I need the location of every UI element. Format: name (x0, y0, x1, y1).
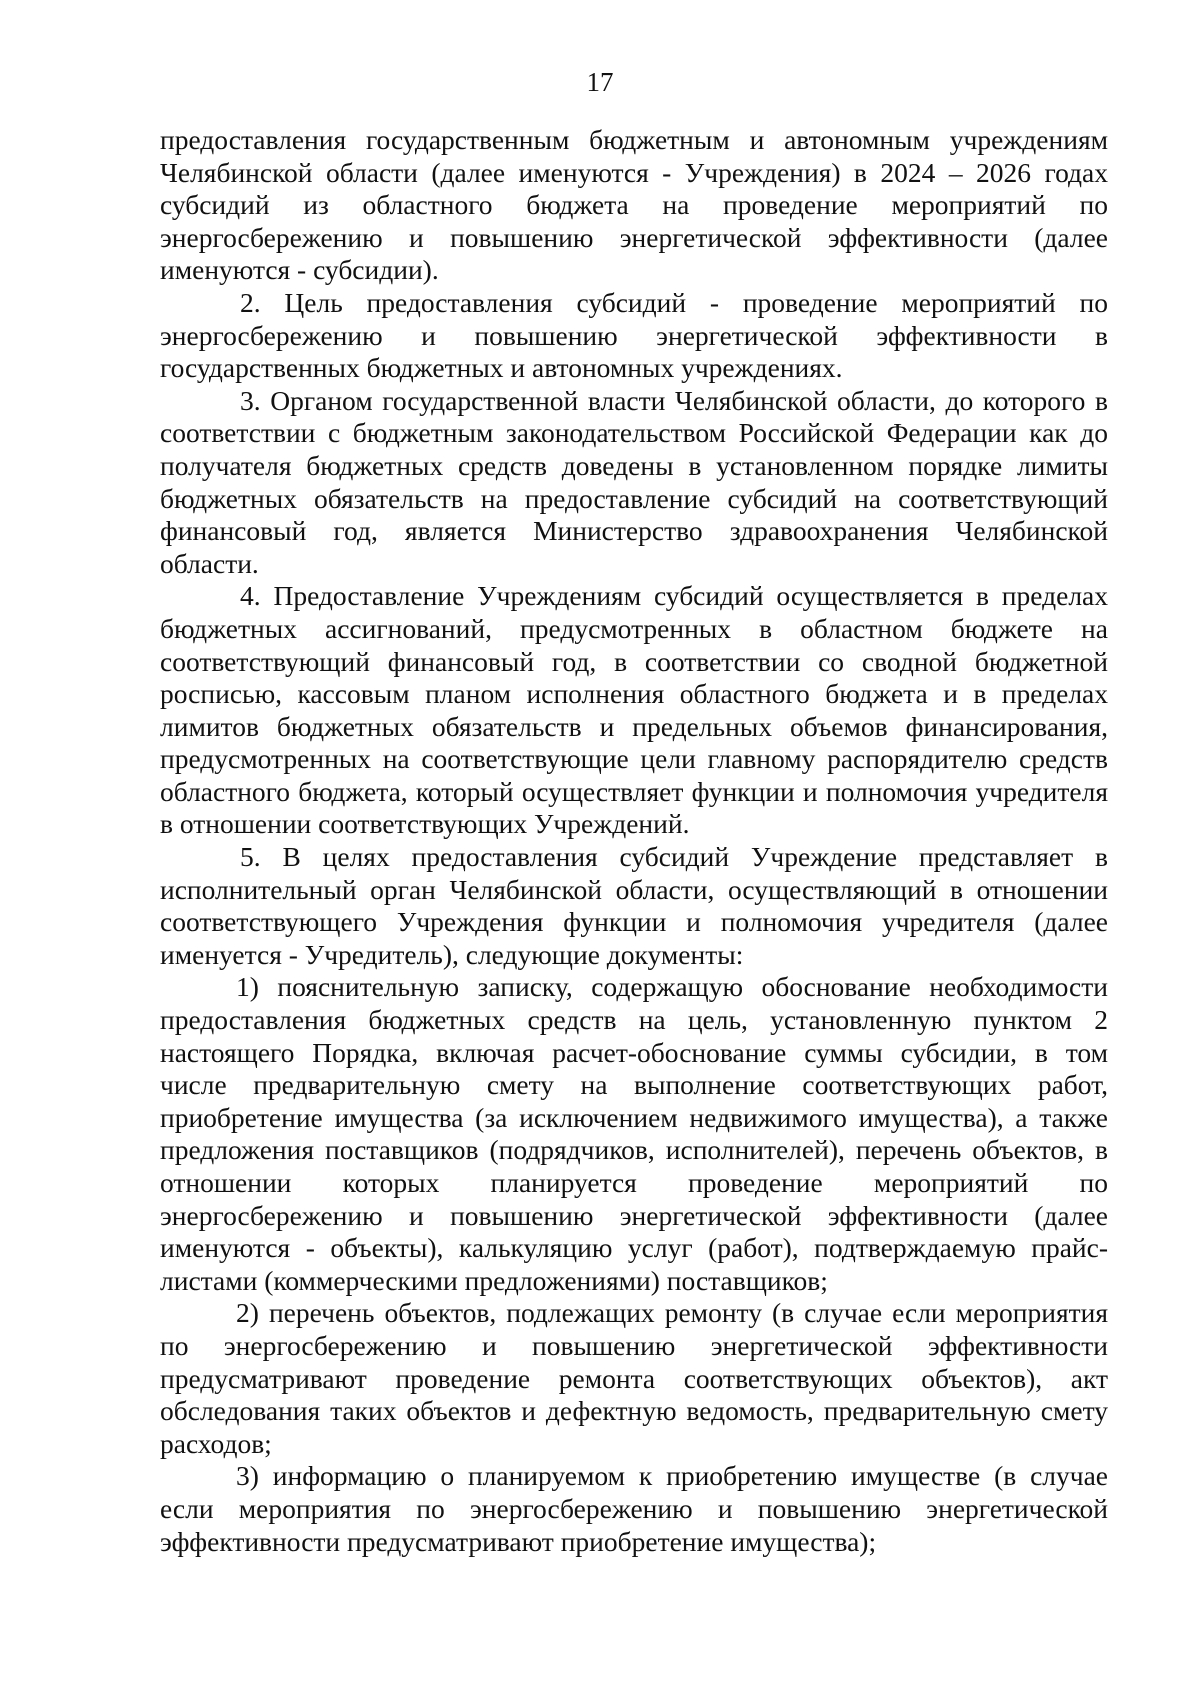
paragraph-p3 (160, 385, 1108, 581)
document-body (160, 124, 1108, 1558)
text-line: лимитов бюджетных обязательств и предельных объемов финансирования, (160, 710, 1108, 742)
text-line: бюджетных обязательств на предоставление субсидий на соответствующий (160, 482, 1108, 514)
text-line: предусмотренных на соответствующие цели главному распорядителю средств (160, 743, 1108, 775)
text-line: 4. Предоставление Учреждениям субсидий осуществляется в пределах (240, 580, 1108, 612)
text-line: 3. Органом государственной власти Челябинской области, до которого в (240, 384, 1108, 416)
text-line: областного бюджета, который осуществляет функции и полномочия учредителя (160, 775, 1108, 807)
text-line: финансовый год, является Министерство здравоохранения Челябинской (160, 515, 1108, 547)
text-line: приобретение имущества (за исключением недвижимого имущества), а также (160, 1101, 1108, 1133)
paragraph-p5-2 (160, 1297, 1108, 1460)
text-line: отношении которых планируется проведение мероприятий по (160, 1167, 1108, 1198)
paragraph-p5-3 (160, 1460, 1108, 1558)
text-line: бюджетных ассигнований, предусмотренных в областном бюджете на (160, 612, 1108, 644)
text-line: по энергосбережению и повышению энергетической эффективности (160, 1329, 1108, 1361)
text-line: 5. В целях предоставления субсидий Учреждение представляет в (240, 841, 1108, 873)
text-line: получателя бюджетных средств доведены в установленном порядке лимиты (160, 449, 1108, 481)
text-line: предоставления бюджетных средств на цель, установленную пунктом 2 (160, 1004, 1108, 1036)
text-line: государственных бюджетных и автономных учреждениях. (160, 352, 843, 384)
text-line: предложения поставщиков (подрядчиков, исполнителей), перечень объектов, в (160, 1134, 1108, 1166)
text-line: энергосбережению и повышению энергетической эффективности (далее (160, 1199, 1108, 1231)
text-line: субсидий из областного бюджета на проведение мероприятий по (160, 189, 1108, 221)
paragraph-p4 (160, 580, 1108, 841)
text-line: области. (160, 547, 259, 579)
text-line: предусматривают проведение ремонта соответствующих объектов), акт (160, 1362, 1108, 1394)
text-line: именуются - субсидии). (160, 254, 439, 286)
text-line: 2) перечень объектов, подлежащих ремонту (в случае если мероприятия (236, 1297, 1108, 1329)
paragraph-p5 (160, 841, 1108, 971)
text-line: 1) пояснительную записку, содержащую обоснование необходимости (236, 971, 1108, 1003)
text-line: если мероприятия по энергосбережению и повышению энергетической (160, 1492, 1108, 1524)
page-number: 17 (586, 67, 614, 97)
text-line: расходов; (160, 1427, 272, 1459)
text-line: эффективности предусматривают приобретение имущества); (160, 1525, 877, 1557)
paragraph-p2 (160, 287, 1108, 385)
paragraph-p5-1 (160, 971, 1108, 1297)
text-line: обследования таких объектов и дефектную ведомость, предварительную смету (160, 1395, 1108, 1427)
text-line: энергосбережению и повышению энергетической эффективности в (160, 319, 1108, 351)
text-line: 2. Цель предоставления субсидий - проведение мероприятий по (240, 286, 1108, 318)
paragraph-intro (160, 124, 1108, 287)
text-line: соответствии с бюджетным законодательством Российской Федерации как до (160, 417, 1108, 449)
text-line: соответствующий финансовый год, в соответствии со сводной бюджетной (160, 645, 1108, 677)
text-line: энергосбережению и повышению энергетической эффективности (далее (160, 221, 1108, 253)
text-line: Челябинской области (далее именуются - Учреждения) в 2024 – 2026 годах (160, 156, 1108, 188)
text-line: исполнительный орган Челябинской области, осуществляющий в отношении (160, 873, 1108, 905)
text-line: в отношении соответствующих Учреждений. (160, 808, 690, 840)
text-line: настоящего Порядка, включая расчет-обоснование суммы субсидии, в том (160, 1036, 1108, 1068)
text-line: росписью, кассовым планом исполнения областного бюджета и в пределах (160, 678, 1108, 710)
text-line: предоставления государственным бюджетным и автономным учреждениям (160, 124, 1108, 155)
text-line: соответствующего Учреждения функции и полномочия учредителя (далее (160, 906, 1108, 938)
text-line: листами (коммерческими предложениями) поставщиков; (160, 1264, 828, 1296)
text-line: именуются - объекты), калькуляцию услуг (работ), подтверждаемую прайс- (160, 1232, 1108, 1264)
text-line: 3) информацию о планируемом к приобретению имуществе (в случае (236, 1460, 1108, 1492)
text-line: именуется - Учредитель), следующие документы: (160, 938, 744, 970)
text-line: числе предварительную смету на выполнение соответствующих работ, (160, 1069, 1108, 1101)
